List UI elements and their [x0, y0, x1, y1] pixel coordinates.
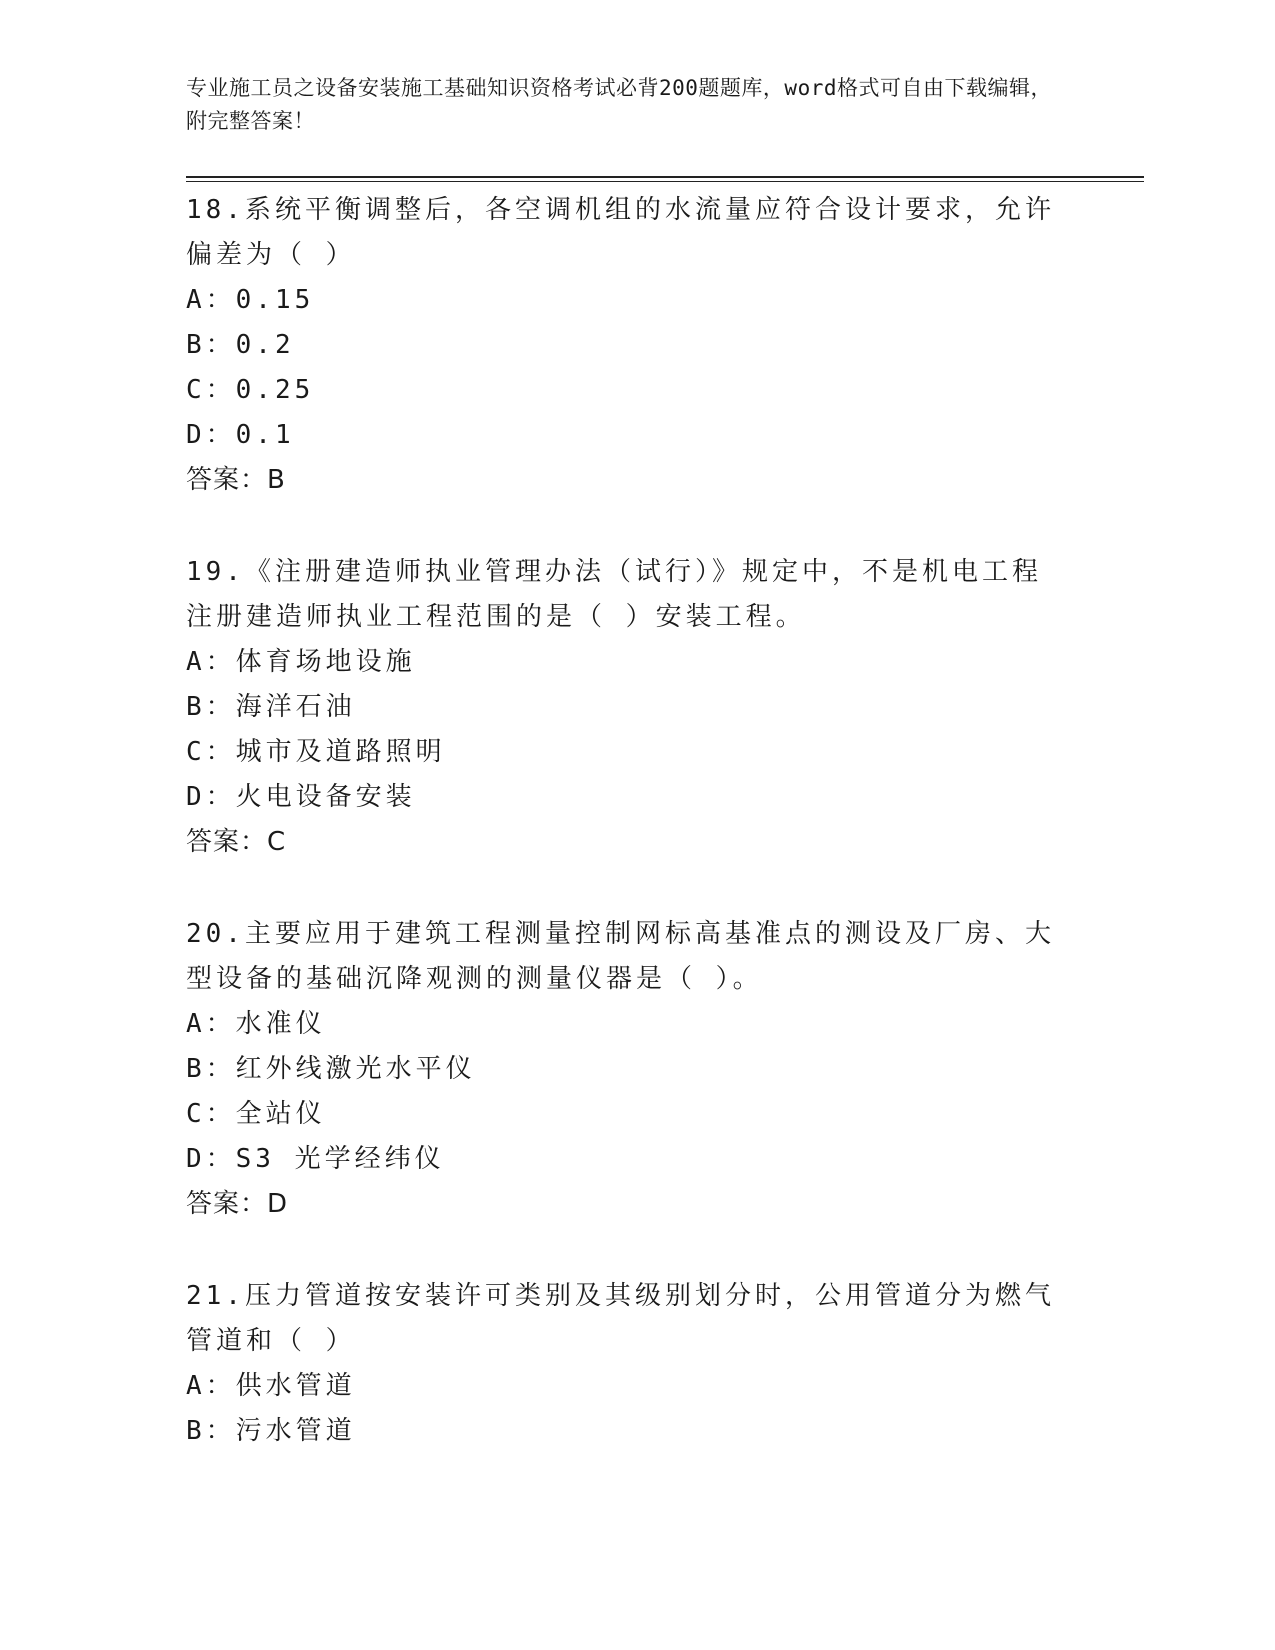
- option-b: B：海洋石油: [186, 692, 356, 722]
- answer-label: 答案：B: [186, 465, 286, 495]
- option-b: B：0.2: [186, 330, 295, 360]
- question-18: [186, 188, 1066, 503]
- option-a: A：供水管道: [186, 1371, 356, 1401]
- question-stem: 20.主要应用于建筑工程测量控制网标高基准点的测设及厂房、大型设备的基础沉降观测的测量仪器是（ ）。: [186, 919, 1055, 994]
- question-stem: 19.《注册建造师执业管理办法（试行）》规定中，不是机电工程注册建造师执业工程范围的是（ ）安装工程。: [186, 557, 1042, 632]
- option-d: D：火电设备安装: [186, 782, 416, 812]
- question-stem: 21.压力管道按安装许可类别及其级别划分时，公用管道分为燃气管道和（ ）: [186, 1281, 1055, 1356]
- option-a: A：水准仪: [186, 1009, 326, 1039]
- document-header: 专业施工员之设备安装施工基础知识资格考试必背200题题库，word格式可自由下载编辑，附完整答案！: [186, 76, 1052, 133]
- option-a: A：0.15: [186, 285, 315, 315]
- option-c: C：全站仪: [186, 1099, 326, 1129]
- question-20: [186, 912, 1066, 1227]
- question-list: [186, 188, 1066, 1501]
- question-19: [186, 550, 1066, 865]
- answer-label: 答案：D: [186, 1189, 289, 1219]
- answer-label: 答案：C: [186, 827, 287, 857]
- option-c: C：城市及道路照明: [186, 737, 446, 767]
- option-b: B：红外线激光水平仪: [186, 1054, 476, 1084]
- header-divider-thick: [186, 176, 1144, 178]
- question-21: [186, 1274, 1066, 1454]
- option-a: A：体育场地设施: [186, 647, 416, 677]
- option-b: B：污水管道: [186, 1416, 356, 1446]
- option-c: C：0.25: [186, 375, 315, 405]
- header-divider-thin: [186, 181, 1144, 182]
- option-d: D：S3 光学经纬仪: [186, 1144, 445, 1174]
- question-stem: 18.系统平衡调整后，各空调机组的水流量应符合设计要求，允许偏差为（ ）: [186, 195, 1055, 270]
- option-d: D：0.1: [186, 420, 295, 450]
